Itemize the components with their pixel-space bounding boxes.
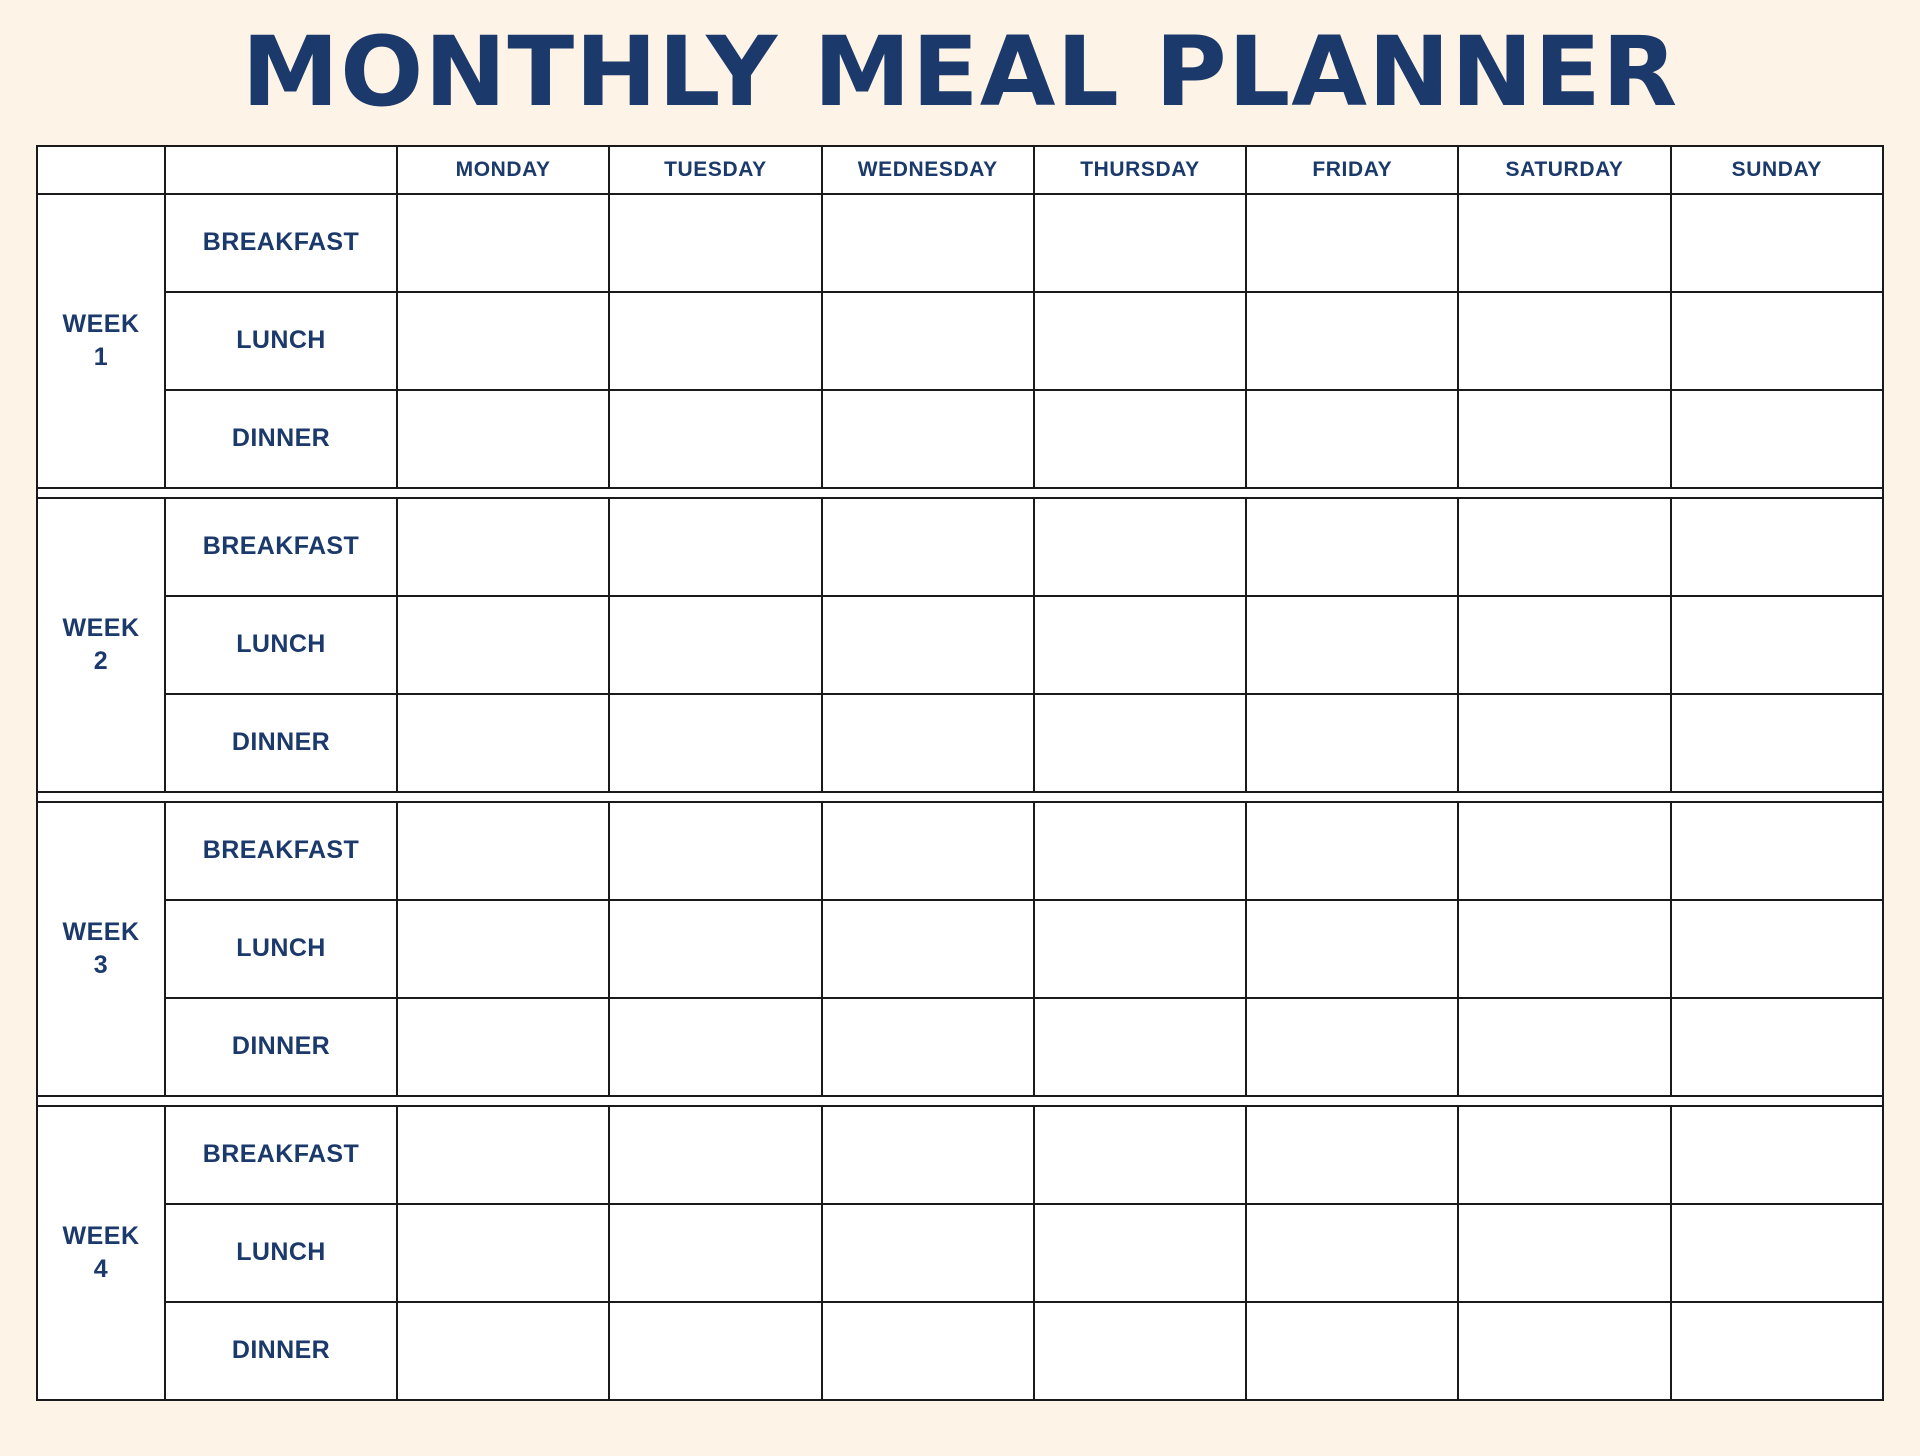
- entry-week2-dinner-thursday[interactable]: [1034, 694, 1246, 792]
- entry-week1-dinner-friday[interactable]: [1246, 390, 1458, 488]
- week-label-line2: 3: [93, 950, 109, 979]
- entry-week2-dinner-friday[interactable]: [1246, 694, 1458, 792]
- entry-week1-lunch-saturday[interactable]: [1458, 292, 1670, 390]
- header-day-monday: MONDAY: [397, 146, 609, 194]
- table-row: [37, 900, 1883, 998]
- meal-label-week3-lunch: LUNCH: [165, 900, 397, 998]
- entry-week4-lunch-saturday[interactable]: [1458, 1204, 1670, 1302]
- meal-label-week4-breakfast: BREAKFAST: [165, 1106, 397, 1204]
- entry-week3-lunch-tuesday[interactable]: [609, 900, 821, 998]
- entry-week3-breakfast-monday[interactable]: [397, 802, 609, 900]
- week-label-line1: WEEK: [62, 310, 140, 339]
- table-header-row: [37, 146, 1883, 194]
- entry-week2-breakfast-monday[interactable]: [397, 498, 609, 596]
- entry-week4-dinner-tuesday[interactable]: [609, 1302, 821, 1400]
- meal-label-week4-lunch: LUNCH: [165, 1204, 397, 1302]
- meal-label-week2-lunch: LUNCH: [165, 596, 397, 694]
- entry-week2-breakfast-sunday[interactable]: [1671, 498, 1883, 596]
- entry-week3-lunch-sunday[interactable]: [1671, 900, 1883, 998]
- entry-week1-dinner-sunday[interactable]: [1671, 390, 1883, 488]
- week-label-3: [37, 802, 165, 1096]
- entry-week3-breakfast-sunday[interactable]: [1671, 802, 1883, 900]
- entry-week2-breakfast-thursday[interactable]: [1034, 498, 1246, 596]
- table-row: [37, 998, 1883, 1096]
- entry-week1-dinner-tuesday[interactable]: [609, 390, 821, 488]
- entry-week1-breakfast-thursday[interactable]: [1034, 194, 1246, 292]
- week-separator: [37, 1096, 1883, 1106]
- entry-week1-breakfast-saturday[interactable]: [1458, 194, 1670, 292]
- entry-week1-breakfast-monday[interactable]: [397, 194, 609, 292]
- entry-week3-breakfast-tuesday[interactable]: [609, 802, 821, 900]
- entry-week3-dinner-monday[interactable]: [397, 998, 609, 1096]
- entry-week3-breakfast-wednesday[interactable]: [822, 802, 1034, 900]
- entry-week4-lunch-sunday[interactable]: [1671, 1204, 1883, 1302]
- entry-week3-breakfast-friday[interactable]: [1246, 802, 1458, 900]
- entry-week2-lunch-tuesday[interactable]: [609, 596, 821, 694]
- entry-week2-lunch-thursday[interactable]: [1034, 596, 1246, 694]
- meal-label-week1-lunch: LUNCH: [165, 292, 397, 390]
- header-day-sunday: SUNDAY: [1671, 146, 1883, 194]
- entry-week4-dinner-friday[interactable]: [1246, 1302, 1458, 1400]
- entry-week2-lunch-sunday[interactable]: [1671, 596, 1883, 694]
- entry-week4-breakfast-thursday[interactable]: [1034, 1106, 1246, 1204]
- header-day-thursday: THURSDAY: [1034, 146, 1246, 194]
- entry-week3-dinner-thursday[interactable]: [1034, 998, 1246, 1096]
- entry-week2-breakfast-saturday[interactable]: [1458, 498, 1670, 596]
- table-row: [37, 292, 1883, 390]
- entry-week1-dinner-saturday[interactable]: [1458, 390, 1670, 488]
- entry-week3-breakfast-thursday[interactable]: [1034, 802, 1246, 900]
- table-row: [37, 390, 1883, 488]
- page-title: MONTHLY MEAL PLANNER: [241, 16, 1679, 128]
- week-label-line2: 2: [93, 646, 109, 675]
- entry-week1-dinner-wednesday[interactable]: [822, 390, 1034, 488]
- entry-week4-breakfast-monday[interactable]: [397, 1106, 609, 1204]
- entry-week1-lunch-thursday[interactable]: [1034, 292, 1246, 390]
- entry-week2-breakfast-wednesday[interactable]: [822, 498, 1034, 596]
- entry-week4-breakfast-saturday[interactable]: [1458, 1106, 1670, 1204]
- entry-week1-lunch-sunday[interactable]: [1671, 292, 1883, 390]
- entry-week4-dinner-monday[interactable]: [397, 1302, 609, 1400]
- entry-week4-dinner-thursday[interactable]: [1034, 1302, 1246, 1400]
- entry-week3-dinner-sunday[interactable]: [1671, 998, 1883, 1096]
- entry-week4-lunch-thursday[interactable]: [1034, 1204, 1246, 1302]
- entry-week3-lunch-wednesday[interactable]: [822, 900, 1034, 998]
- entry-week4-lunch-wednesday[interactable]: [822, 1204, 1034, 1302]
- entry-week4-breakfast-sunday[interactable]: [1671, 1106, 1883, 1204]
- entry-week2-lunch-saturday[interactable]: [1458, 596, 1670, 694]
- week-separator: [37, 488, 1883, 498]
- entry-week1-breakfast-wednesday[interactable]: [822, 194, 1034, 292]
- entry-week3-lunch-friday[interactable]: [1246, 900, 1458, 998]
- header-corner-week: [37, 146, 165, 194]
- entry-week1-breakfast-tuesday[interactable]: [609, 194, 821, 292]
- meal-label-week2-breakfast: BREAKFAST: [165, 498, 397, 596]
- week-label-line1: WEEK: [62, 918, 140, 947]
- entry-week2-dinner-wednesday[interactable]: [822, 694, 1034, 792]
- entry-week2-dinner-saturday[interactable]: [1458, 694, 1670, 792]
- week-label-2: [37, 498, 165, 792]
- week-separator: [37, 792, 1883, 802]
- entry-week4-breakfast-tuesday[interactable]: [609, 1106, 821, 1204]
- table-row: [37, 1106, 1883, 1204]
- meal-planner-table: [36, 145, 1884, 1401]
- meal-label-week3-breakfast: BREAKFAST: [165, 802, 397, 900]
- meal-label-week1-breakfast: BREAKFAST: [165, 194, 397, 292]
- entry-week1-lunch-wednesday[interactable]: [822, 292, 1034, 390]
- table-row: [37, 498, 1883, 596]
- entry-week4-dinner-wednesday[interactable]: [822, 1302, 1034, 1400]
- week-label-line2: 1: [93, 342, 109, 371]
- entry-week4-lunch-tuesday[interactable]: [609, 1204, 821, 1302]
- table-row: [37, 1302, 1883, 1400]
- table-row: [37, 596, 1883, 694]
- entry-week2-dinner-sunday[interactable]: [1671, 694, 1883, 792]
- entry-week2-breakfast-friday[interactable]: [1246, 498, 1458, 596]
- table-row: [37, 802, 1883, 900]
- entry-week2-dinner-monday[interactable]: [397, 694, 609, 792]
- entry-week1-dinner-thursday[interactable]: [1034, 390, 1246, 488]
- meal-label-week2-dinner: DINNER: [165, 694, 397, 792]
- table-row: [37, 1204, 1883, 1302]
- entry-week4-breakfast-wednesday[interactable]: [822, 1106, 1034, 1204]
- entry-week2-lunch-wednesday[interactable]: [822, 596, 1034, 694]
- entry-week4-dinner-saturday[interactable]: [1458, 1302, 1670, 1400]
- entry-week3-dinner-tuesday[interactable]: [609, 998, 821, 1096]
- entry-week3-breakfast-saturday[interactable]: [1458, 802, 1670, 900]
- entry-week1-dinner-monday[interactable]: [397, 390, 609, 488]
- entry-week1-lunch-friday[interactable]: [1246, 292, 1458, 390]
- entry-week3-dinner-saturday[interactable]: [1458, 998, 1670, 1096]
- entry-week3-lunch-saturday[interactable]: [1458, 900, 1670, 998]
- entry-week2-lunch-monday[interactable]: [397, 596, 609, 694]
- header-day-friday: FRIDAY: [1246, 146, 1458, 194]
- entry-week1-lunch-tuesday[interactable]: [609, 292, 821, 390]
- entry-week3-dinner-friday[interactable]: [1246, 998, 1458, 1096]
- entry-week4-dinner-sunday[interactable]: [1671, 1302, 1883, 1400]
- week-label-line1: WEEK: [62, 614, 140, 643]
- entry-week2-dinner-tuesday[interactable]: [609, 694, 821, 792]
- header-day-tuesday: TUESDAY: [609, 146, 821, 194]
- header-day-wednesday: WEDNESDAY: [822, 146, 1034, 194]
- entry-week4-lunch-friday[interactable]: [1246, 1204, 1458, 1302]
- entry-week2-lunch-friday[interactable]: [1246, 596, 1458, 694]
- entry-week4-breakfast-friday[interactable]: [1246, 1106, 1458, 1204]
- week-label-line1: WEEK: [62, 1222, 140, 1251]
- week-label-4: [37, 1106, 165, 1400]
- entry-week1-breakfast-friday[interactable]: [1246, 194, 1458, 292]
- entry-week2-breakfast-tuesday[interactable]: [609, 498, 821, 596]
- week-label-1: [37, 194, 165, 488]
- entry-week1-lunch-monday[interactable]: [397, 292, 609, 390]
- table-row: [37, 694, 1883, 792]
- entry-week3-lunch-monday[interactable]: [397, 900, 609, 998]
- entry-week3-lunch-thursday[interactable]: [1034, 900, 1246, 998]
- entry-week3-dinner-wednesday[interactable]: [822, 998, 1034, 1096]
- week-label-line2: 4: [93, 1254, 109, 1283]
- entry-week1-breakfast-sunday[interactable]: [1671, 194, 1883, 292]
- entry-week4-lunch-monday[interactable]: [397, 1204, 609, 1302]
- meal-label-week3-dinner: DINNER: [165, 998, 397, 1096]
- meal-label-week4-dinner: DINNER: [165, 1302, 397, 1400]
- meal-label-week1-dinner: DINNER: [165, 390, 397, 488]
- header-corner-meal: [165, 146, 397, 194]
- header-day-saturday: SATURDAY: [1458, 146, 1670, 194]
- table-row: [37, 194, 1883, 292]
